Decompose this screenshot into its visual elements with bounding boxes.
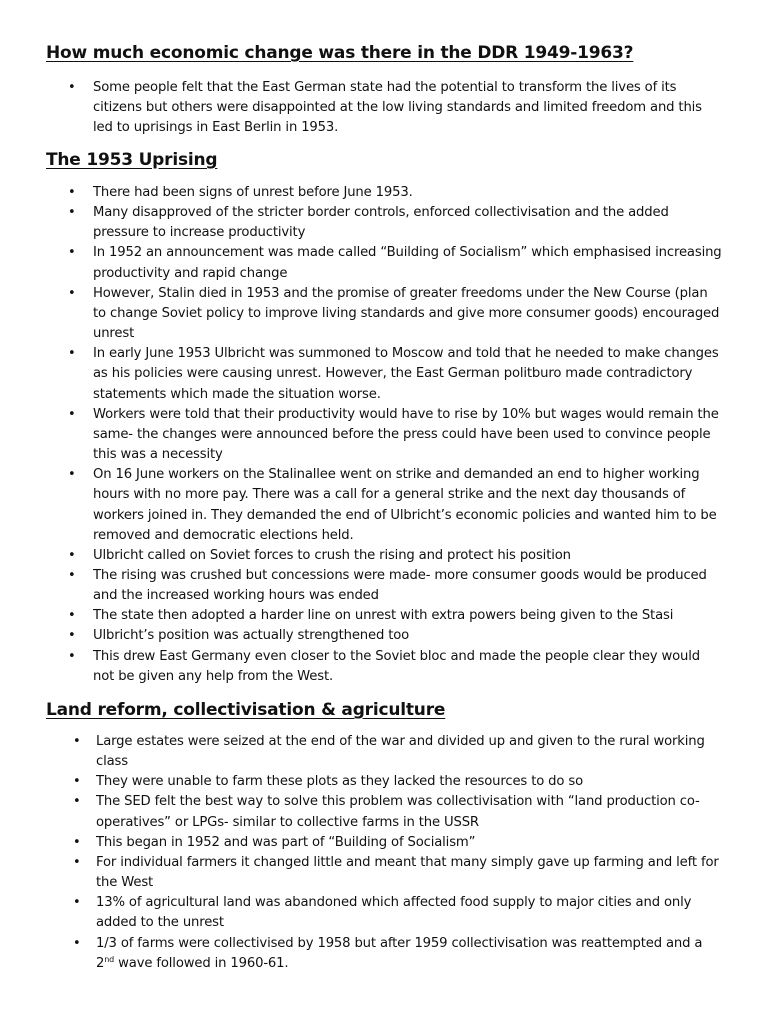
bullet-list-economic-change — [0, 78, 768, 138]
list-item — [0, 78, 723, 138]
list-item — [0, 566, 723, 606]
bullet-dot-icon: • — [68, 205, 76, 221]
bullet-list-land-reform — [0, 732, 768, 974]
list-item — [0, 465, 723, 546]
section-heading-land-reform: Land reform, collectivisation & agriculture — [46, 700, 446, 720]
list-item — [0, 893, 723, 933]
list-item — [0, 833, 723, 853]
list-item-text: For individual farmers it changed little and meant that many simply gave up farming and left for the West — [96, 854, 719, 891]
list-item — [0, 405, 723, 465]
list-item — [0, 772, 723, 792]
bullet-dot-icon: • — [73, 794, 81, 810]
bullet-dot-icon: • — [73, 935, 81, 951]
list-item-text: There had been signs of unrest before June 1953. — [93, 185, 413, 200]
list-item-text: Ulbricht’s position was actually strengthened too — [93, 628, 410, 644]
bullet-dot-icon: • — [68, 567, 76, 583]
bullet-dot-icon: • — [68, 346, 76, 362]
bullet-dot-icon: • — [68, 285, 76, 301]
list-item — [0, 792, 723, 832]
bullet-dot-icon: • — [68, 608, 76, 624]
list-item — [0, 183, 723, 203]
list-item-text: The rising was crushed but concessions were made- more consumer goods would be produced and the increased working hours was ended — [93, 567, 707, 604]
bullet-dot-icon: • — [68, 245, 76, 261]
list-item — [0, 344, 723, 404]
bullet-dot-icon: • — [68, 185, 76, 200]
bullet-dot-icon: • — [68, 648, 76, 664]
bullet-dot-icon: • — [68, 467, 76, 483]
list-item-text: This began in 1952 and was part of “Building of Socialism” — [96, 834, 476, 850]
list-item — [0, 626, 723, 646]
list-item-text: This drew East Germany even closer to the Soviet bloc and made the people clear they would not be given any help from the West. — [93, 648, 700, 684]
bullet-dot-icon: • — [68, 406, 76, 422]
bullet-dot-icon: • — [68, 80, 76, 95]
bullet-dot-icon: • — [73, 734, 81, 749]
list-item-text: Large estates were seized at the end of the war and divided up and given to the rural working class — [96, 734, 705, 770]
ordinal-suffix: nd — [104, 954, 115, 964]
bullet-dot-icon: • — [73, 854, 81, 870]
list-item — [0, 853, 723, 893]
list-item-text: Ulbricht called on Soviet forces to crush the rising and protect his position — [93, 547, 571, 563]
list-item — [0, 243, 723, 283]
list-item-text: They were unable to farm these plots as they lacked the resources to do so — [96, 774, 583, 790]
bullet-dot-icon: • — [73, 834, 81, 850]
list-item — [0, 606, 723, 626]
list-item-text: wave followed in 1960-61. — [114, 955, 289, 971]
list-item — [0, 934, 723, 974]
list-item — [0, 732, 723, 772]
list-item — [0, 647, 723, 687]
list-item — [0, 546, 723, 566]
section-heading-economic-change: How much economic change was there in the DDR 1949-1963? — [46, 43, 634, 63]
list-item-text: Many disapproved of the stricter border controls, enforced collectivisation and the added pressure to increase productivity — [93, 205, 669, 241]
list-item-text: In early June 1953 Ulbricht was summoned to Moscow and told that he needed to make changes as his policies were causing unrest. However, the East German politburo made contradictory statements which made the situation worse. — [93, 346, 719, 402]
bullet-dot-icon: • — [73, 895, 81, 911]
list-item-text: 1/3 of farms were collectivised by 1958 but after 1959 collectivisation was reattempted and a 2 — [96, 935, 703, 971]
list-item-text: The SED felt the best way to solve this problem was collectivisation with “land production co-operatives” or LPGs- similar to collective farms in the USSR — [96, 794, 700, 830]
list-item-text: 13% of agricultural land was abandoned which affected food supply to major cities and only added to the unrest — [96, 895, 692, 931]
list-item — [0, 203, 723, 243]
bullet-dot-icon: • — [68, 547, 76, 563]
bullet-list-1953-uprising — [0, 183, 768, 687]
bullet-dot-icon: • — [73, 774, 81, 790]
list-item-text: Some people felt that the East German state had the potential to transform the lives of its citizens but others were disappointed at the low living standards and limited freedom and this led to uprisings in East Berlin in 1953. — [93, 80, 702, 136]
list-item-text: Workers were told that their productivity would have to rise by 10% but wages would remain the same- the changes were announced before the press could have been used to convince people this was a necessity — [93, 406, 719, 463]
list-item-text: The state then adopted a harder line on unrest with extra powers being given to the Stasi — [93, 608, 674, 624]
list-item-text: In 1952 an announcement was made called “Building of Socialism” which emphasised increasing productivity and rapid change — [93, 245, 722, 281]
section-heading-1953-uprising: The 1953 Uprising — [46, 150, 218, 170]
list-item — [0, 284, 723, 344]
bullet-dot-icon: • — [68, 628, 76, 644]
list-item-text: On 16 June workers on the Stalinallee went on strike and demanded an end to higher working hours with no more pay. There was a call for a general strike and the next day thousands of workers joined in. They demanded the end of Ulbricht’s economic policies and wanted him to be removed and democratic elections held. — [93, 467, 717, 543]
list-item-text: However, Stalin died in 1953 and the promise of greater freedoms under the New Course (plan to change Soviet policy to improve living standards and give more consumer goods) encouraged unrest — [93, 285, 720, 342]
